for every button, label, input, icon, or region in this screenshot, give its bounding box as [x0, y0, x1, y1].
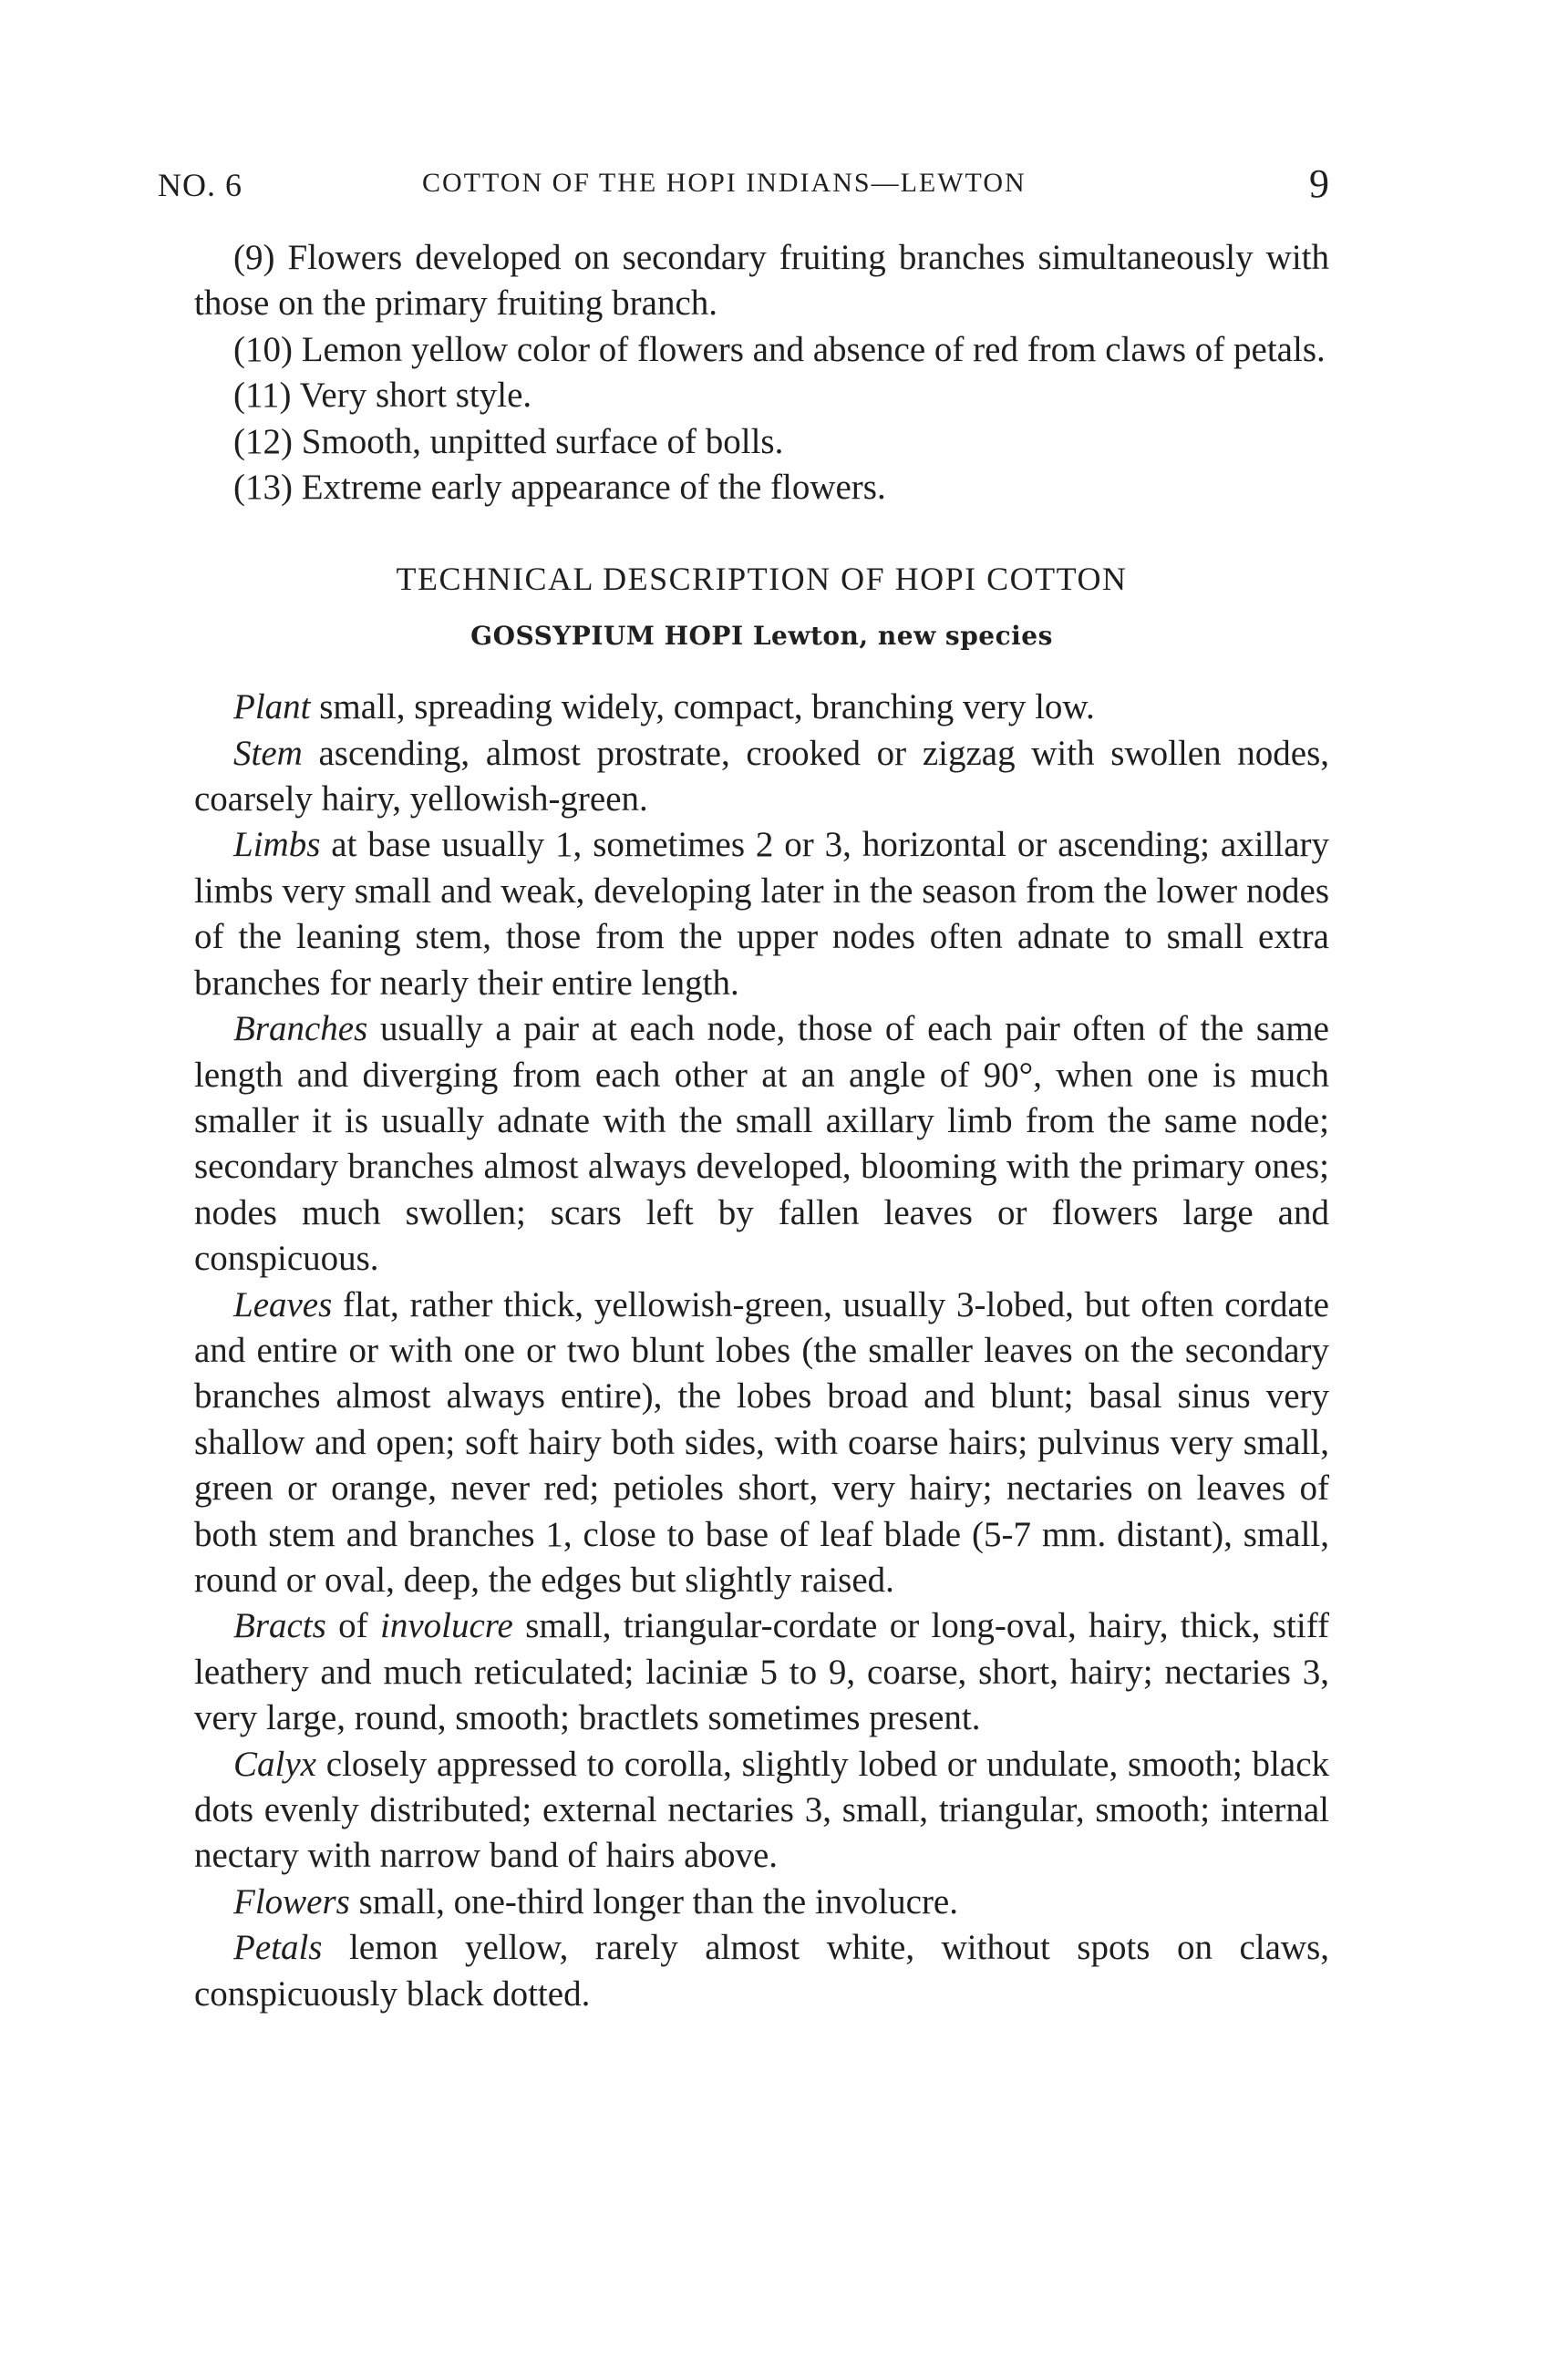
term: Branches	[233, 1009, 368, 1049]
description-flowers	[194, 1880, 1329, 1925]
description-text: lemon yellow, rarely almost white, without spots on claws, conspicuously black dotted.	[194, 1928, 1329, 2014]
section-heading: TECHNICAL DESCRIPTION OF HOPI COTTON	[396, 561, 1128, 598]
term-secondary: involucre	[380, 1606, 513, 1646]
description-connector: of	[325, 1606, 381, 1646]
description-text: small, spreading widely, compact, branching very low.	[310, 687, 1095, 727]
term: Flowers	[233, 1881, 350, 1922]
term: Petals	[233, 1928, 323, 1968]
list-item	[194, 465, 1329, 510]
list-text: Extreme early appearance of the flowers.	[301, 468, 886, 508]
list-item	[194, 419, 1329, 465]
page-body	[194, 235, 1329, 2017]
description-text: small, one-third longer than the involucre.	[349, 1881, 958, 1922]
description-branches	[194, 1006, 1329, 1282]
list-item	[194, 373, 1329, 418]
description-text: at base usually 1, sometimes 2 or 3, horizontal or ascending; axillary limbs very small and weak, developing later in the season from the lower nodes of the leaning stem, those from the upper nodes often adnate to small extra branches for nearly their entire length.	[194, 825, 1329, 1003]
description-petals	[194, 1925, 1329, 2017]
term: Stem	[233, 733, 303, 773]
description-limbs	[194, 822, 1329, 1006]
page-number: 9	[1309, 161, 1329, 206]
term: Leaves	[233, 1284, 333, 1324]
description-text: ascending, almost prostrate, crooked or zigzag with swollen nodes, coarsely hairy, yellowish-green.	[194, 733, 1329, 819]
list-number: (11)	[233, 376, 292, 416]
series-number: NO. 6	[158, 167, 243, 203]
term: Bracts	[233, 1606, 326, 1646]
term: Calyx	[233, 1744, 316, 1784]
list-item	[194, 327, 1329, 373]
description-plant	[194, 685, 1329, 730]
list-number: (12)	[233, 421, 293, 461]
list-number: (13)	[233, 468, 293, 508]
list-text: Very short style.	[299, 376, 532, 416]
description-leaves	[194, 1283, 1329, 1604]
description-stem	[194, 731, 1329, 823]
term: Plant	[233, 687, 311, 727]
running-title: COTTON OF THE HOPI INDIANS—LEWTON	[422, 168, 1027, 198]
description-text: small, triangular-cordate or long-oval, hairy, thick, stiff leathery and much reticulated; laciniæ 5 to 9, coarse, short, hairy; nectaries 3, very large, round, smooth; bractlets sometimes present.	[194, 1606, 1329, 1738]
description-calyx	[194, 1742, 1329, 1880]
description-text: flat, rather thick, yellowish-green, usually 3-lobed, but often cordate and entire or with one or two blunt lobes (the smaller leaves on the secondary branches almost always entire), the lobes broad and blunt; basal sinus very shallow and open; soft hairy both sides, with coarse hairs; pulvinus very small, green or orange, never red; petioles short, very hairy; nectaries on leaves of both stem and branches 1, close to base of leaf blade (5-7 mm. distant), small, round or oval, deep, the edges but slightly raised.	[194, 1284, 1329, 1600]
list-number: (9)	[233, 238, 275, 277]
description-bracts	[194, 1603, 1329, 1741]
species-heading: GOSSYPIUM HOPI Lewton, new species	[470, 620, 1053, 651]
term: Limbs	[233, 825, 321, 865]
list-number: (10)	[233, 329, 293, 369]
list-text: Flowers developed on secondary fruiting branches simultaneously with those on the primary fruiting branch.	[194, 238, 1330, 324]
list-item	[194, 235, 1329, 327]
description-text: closely appressed to corolla, slightly lobed or undulate, smooth; black dots evenly distributed; external nectaries 3, small, triangular, smooth; internal nectary with narrow band of hairs above.	[194, 1744, 1329, 1876]
list-text: Lemon yellow color of flowers and absence of red from claws of petals.	[301, 329, 1326, 369]
running-header	[158, 157, 1329, 211]
description-text: usually a pair at each node, those of each pair often of the same length and diverging from each other at an angle of 90°, when one is much smaller it is usually adnate with the small axillary limb from the same node; secondary branches almost always developed, blooming with the primary ones; nodes much swollen; scars left by fallen leaves or flowers large and conspicuous.	[194, 1009, 1329, 1279]
list-text: Smooth, unpitted surface of bolls.	[301, 421, 784, 461]
